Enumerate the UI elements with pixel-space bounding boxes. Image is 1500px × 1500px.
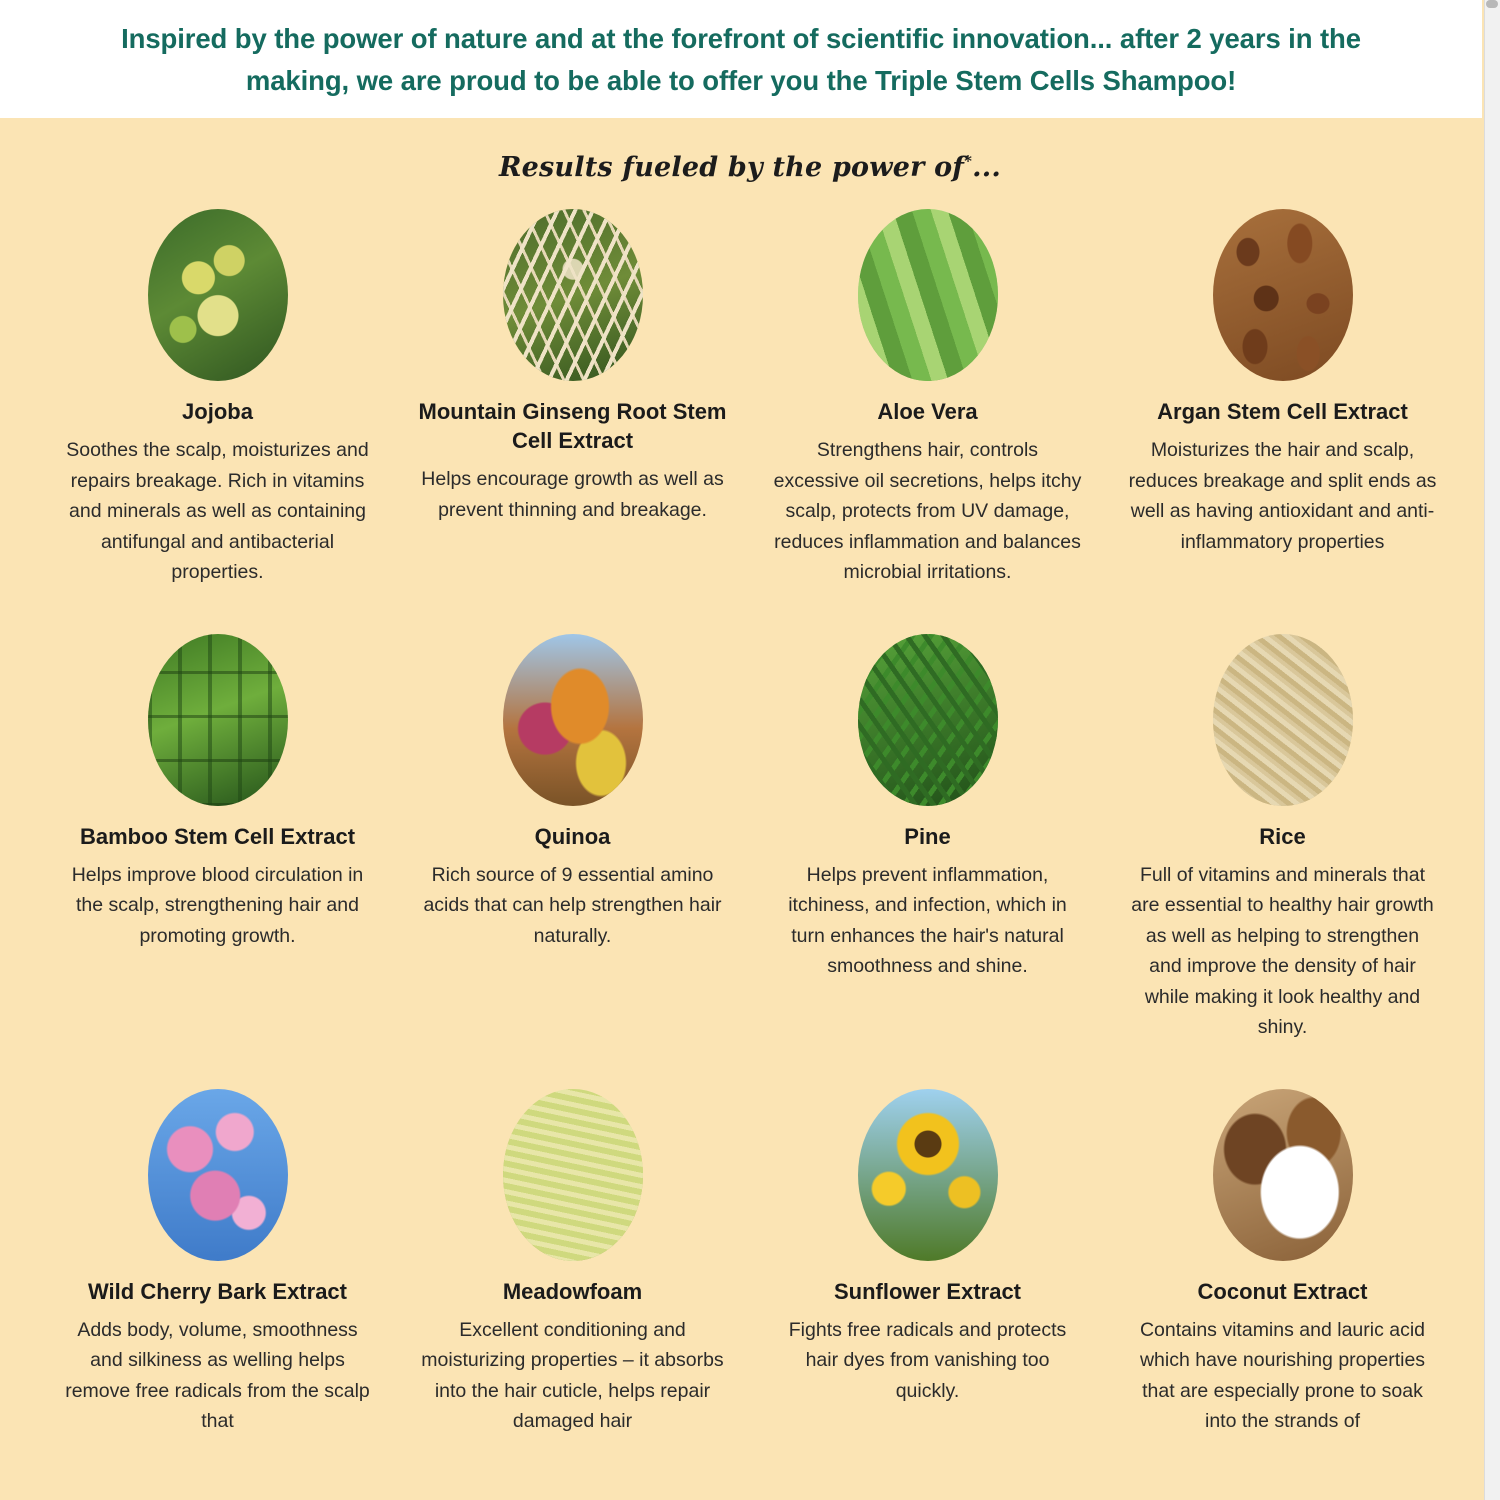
ingredient-grid-row-2: [0, 614, 1500, 1043]
ingredient-description: Fights free radicals and protects hair dyes from vanishing too quickly.: [788, 1318, 1067, 1402]
ingredient-name: Rice: [1259, 823, 1306, 849]
quinoa-photo: [503, 634, 643, 806]
rice-photo: [1213, 634, 1353, 806]
banner-headline: Inspired by the power of nature and at the forefront of scientific innovation... after 2 years in the making, we are proud to be able to offer you the Triple Stem Cells Shampoo!: [121, 23, 1361, 96]
ingredient-card: [40, 209, 395, 588]
meadowfoam-photo: [503, 1089, 643, 1261]
ingredient-name: Aloe Vera: [877, 399, 978, 424]
ingredient-description: Rich source of 9 essential amino acids that can help strengthen hair naturally.: [423, 863, 722, 947]
ingredient-name: Mountain Ginseng Root Stem Cell Extract: [418, 399, 727, 453]
ingredient-name: Pine: [904, 823, 951, 849]
ingredient-card: [1105, 1069, 1460, 1437]
ingredient-description: Excellent conditioning and moisturizing properties – it absorbs into the hair cuticle, helps repair damaged hair: [421, 1318, 724, 1432]
pine-photo: [858, 634, 998, 806]
ingredient-card: [395, 209, 750, 588]
vertical-scrollbar[interactable]: [1484, 0, 1500, 1500]
ingredient-card: [395, 614, 750, 1043]
sunflower-photo: [858, 1089, 998, 1261]
ingredient-grid-row-1: [0, 209, 1500, 588]
wild-cherry-bark-photo: [148, 1089, 288, 1261]
ingredient-name: Jojoba: [182, 399, 253, 424]
ingredient-description: Helps improve blood circulation in the scalp, strengthening hair and promoting growth.: [71, 863, 364, 947]
ingredient-card: [1105, 614, 1460, 1043]
ingredient-description: Helps prevent inflammation, itchiness, and infection, which in turn enhances the hair's natural smoothness and shine.: [788, 863, 1067, 977]
mountain-ginseng-root-photo: [503, 209, 643, 381]
ingredient-card: [750, 209, 1105, 588]
ingredient-name: Quinoa: [534, 823, 611, 849]
ingredient-card: [395, 1069, 750, 1437]
jojoba-photo: [148, 209, 288, 381]
subheading-trailing: ...: [972, 152, 1001, 183]
ingredient-description: Strengthens hair, controls excessive oil secretions, helps itchy scalp, protects from UV damage, reduces inflammation and balances microbial irritations.: [773, 439, 1082, 583]
ingredient-description: Soothes the scalp, moisturizes and repairs breakage. Rich in vitamins and minerals as well as containing antifungal and antibacterial properties.: [66, 439, 369, 583]
scrollbar-thumb[interactable]: [1486, 0, 1498, 8]
ingredient-card: [40, 614, 395, 1043]
argan-photo: [1213, 209, 1353, 381]
subheading-label: Results fueled by the power of: [499, 152, 965, 183]
ingredient-name: Wild Cherry Bark Extract: [87, 1278, 347, 1304]
ingredient-name: Argan Stem Cell Extract: [1157, 399, 1408, 424]
coconut-photo: [1213, 1089, 1353, 1261]
ingredient-description: Full of vitamins and minerals that are essential to healthy hair growth as well as helping to strengthen and improve the density of hair while making it look healthy and shiny.: [1131, 863, 1434, 1038]
bamboo-photo: [148, 634, 288, 806]
ingredient-description: Contains vitamins and lauric acid which have nourishing properties that are especially prone to soak into the strands of: [1139, 1318, 1426, 1432]
section-subheading: [0, 152, 1500, 183]
ingredient-card: [750, 1069, 1105, 1437]
ingredient-card: [1105, 209, 1460, 588]
ingredient-name: Sunflower Extract: [833, 1278, 1022, 1304]
ingredient-name: Bamboo Stem Cell Extract: [79, 823, 356, 849]
aloe-vera-photo: [858, 209, 998, 381]
ingredient-name: Meadowfoam: [502, 1278, 643, 1304]
ingredient-card: [750, 614, 1105, 1043]
ingredient-description: Adds body, volume, smoothness and silkiness as welling helps remove free radicals from the scalp that: [65, 1318, 370, 1432]
ingredient-name: Coconut Extract: [1197, 1278, 1368, 1304]
ingredient-description: Moisturizes the hair and scalp, reduces breakage and split ends as well as having antioxidant and anti-inflammatory properties: [1128, 439, 1437, 553]
footnote-marker: *: [964, 152, 973, 170]
header-banner: [0, 0, 1482, 118]
subheading-text: [499, 152, 1001, 183]
ingredient-grid-row-3: [0, 1069, 1500, 1437]
ingredient-card: [40, 1069, 395, 1437]
ingredient-description: Helps encourage growth as well as prevent thinning and breakage.: [421, 468, 724, 521]
